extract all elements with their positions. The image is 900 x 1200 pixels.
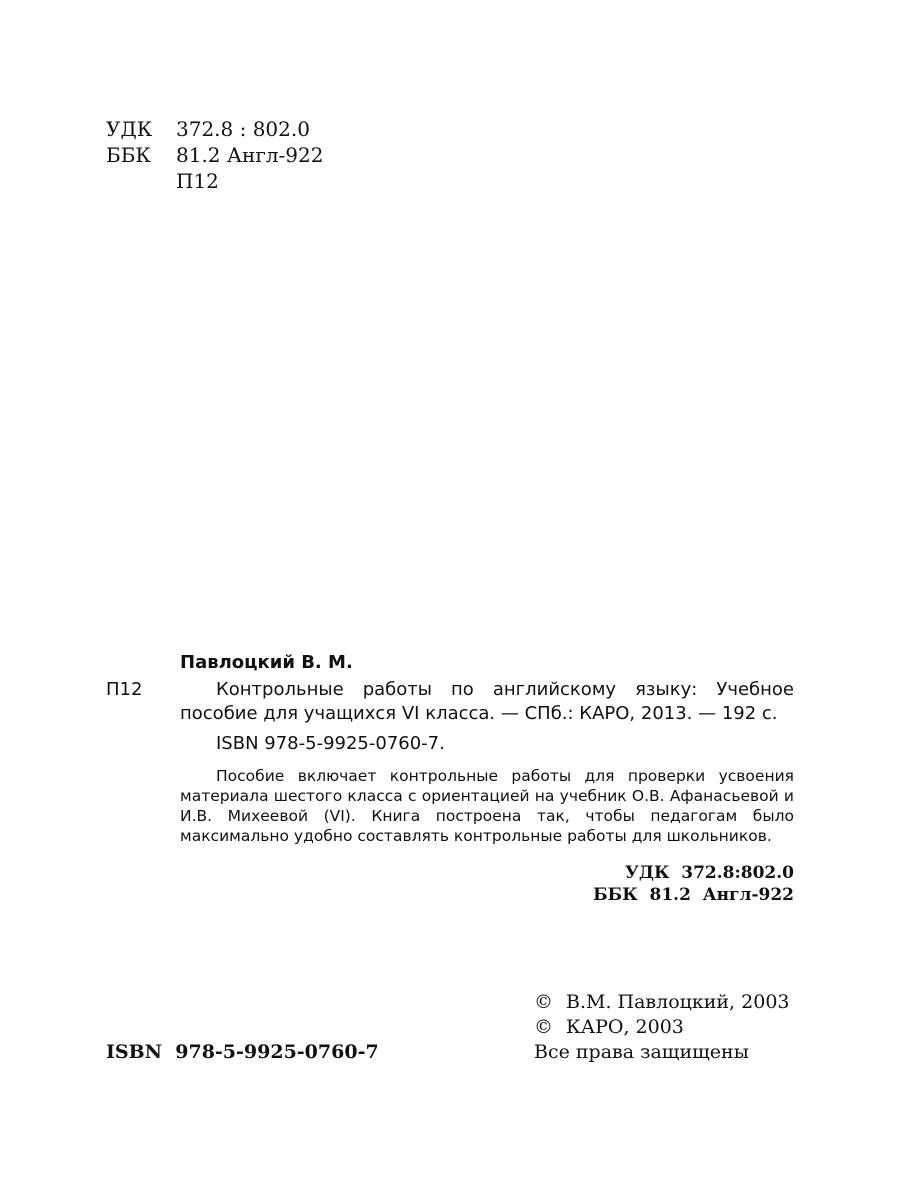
bbk-row <box>106 142 323 168</box>
rights-reserved: Все права защищены <box>534 1041 749 1063</box>
copyright-author-row <box>534 990 790 1015</box>
udk-row <box>106 116 323 142</box>
copyright-publisher: КАРО, 2003 <box>566 1016 684 1038</box>
bbk-label: ББК <box>106 143 151 167</box>
author-mark-row <box>106 168 323 194</box>
copyright-author: В.М. Павлоцкий, 2003 <box>566 991 790 1013</box>
copyright-block <box>534 990 790 1065</box>
catalog-code: П12 <box>106 679 143 700</box>
catalog-entry <box>106 678 806 726</box>
isbn-record: ISBN 978-5-9925-0760-7. <box>216 733 445 754</box>
copyright-publisher-row <box>534 1015 790 1040</box>
annotation-text: Пособие включает контрольные работы для проверки усвоения материала шестого класса с ориентацией на учебник О.В. Афанасьевой и И.В. Михеевой (VI). Книга построена так, чтобы педагогам было максимально удобно составлять контрольные работы для школьников. <box>180 767 794 845</box>
udk-line: УДК 372.8:802.0 <box>625 863 794 883</box>
copyright-icon: © <box>534 1016 553 1038</box>
book-description: Контрольные работы по английскому языку: Учебное пособие для учащихся VI класса. — СПб.: КАРО, 2013. — 192 с. <box>180 679 794 724</box>
bibliographic-record <box>106 650 806 906</box>
isbn-bottom: ISBN 978-5-9925-0760-7 <box>106 1041 379 1063</box>
bbk-value: 81.2 Англ-922 <box>176 143 324 167</box>
author-mark: П12 <box>176 169 219 193</box>
top-classification <box>106 116 323 194</box>
bbk-line: ББК 81.2 Англ-922 <box>593 885 794 905</box>
udk-label: УДК <box>106 117 153 141</box>
author-name: Павлоцкий В. М. <box>180 652 353 673</box>
udk-value: 372.8 : 802.0 <box>176 117 310 141</box>
bottom-classification <box>106 862 794 906</box>
copyright-icon: © <box>534 991 553 1013</box>
